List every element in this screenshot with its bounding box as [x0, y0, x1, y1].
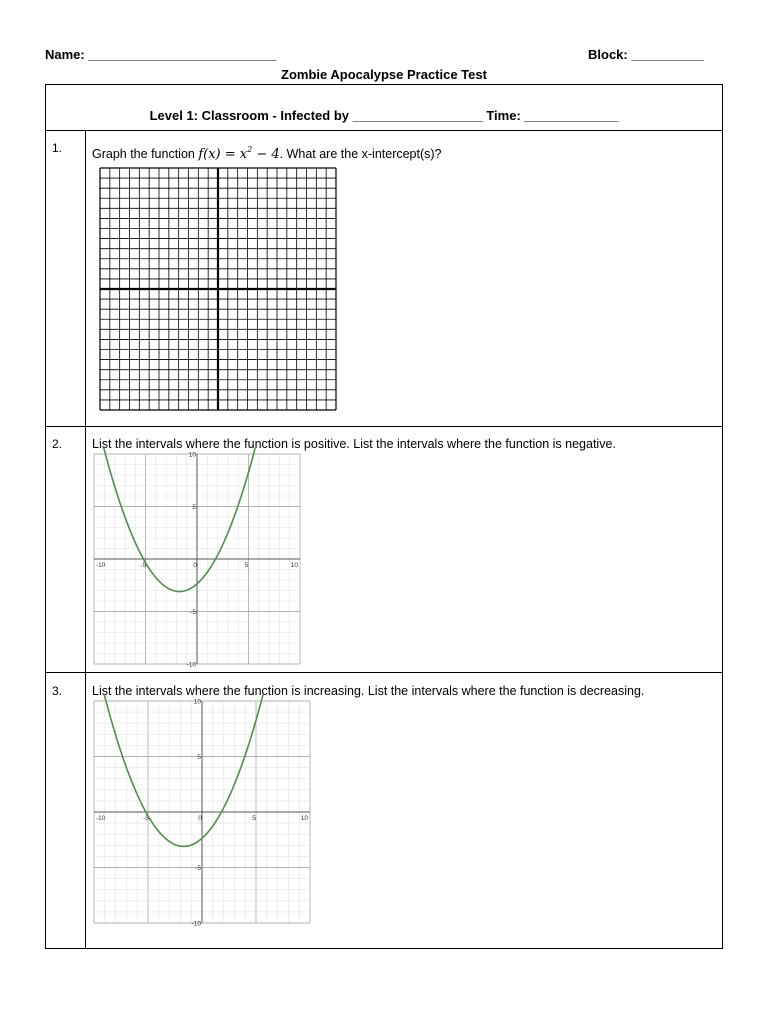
- question-2-text: List the intervals where the function is positive. List the intervals where the function is negative.: [92, 437, 616, 451]
- level-heading: Level 1: Classroom - Infected by __________________ Time: _____________: [149, 108, 619, 123]
- y-tick-label: -5: [190, 609, 196, 616]
- block-field[interactable]: Block: __________: [588, 47, 704, 62]
- page-title: Zombie Apocalypse Practice Test: [281, 67, 487, 82]
- y-tick-label: 5: [197, 754, 201, 761]
- question-3-text: List the intervals where the function is increasing. List the intervals where the function is decreasing.: [92, 684, 645, 698]
- y-tick-label: 10: [188, 451, 196, 459]
- question-1-suffix: . What are the x-intercept(s)?: [279, 147, 442, 161]
- row-divider: [46, 130, 722, 131]
- question-2-number: 2.: [52, 437, 63, 451]
- row-divider: [46, 426, 722, 427]
- x-tick-label: 5: [244, 562, 249, 569]
- blank-graph-grid[interactable]: [99, 167, 337, 411]
- y-tick-label: -10: [186, 661, 196, 669]
- y-tick-label: -5: [195, 865, 201, 872]
- x-tick-label: -10: [96, 815, 106, 822]
- column-divider: [85, 131, 86, 948]
- row-divider: [46, 672, 722, 673]
- test-table: [45, 84, 723, 949]
- parabola-graph-2: [94, 698, 310, 928]
- y-tick-label: 5: [192, 504, 196, 511]
- question-1-number: 1.: [52, 141, 63, 155]
- x-tick-label: -5: [143, 815, 149, 822]
- y-tick-label: -10: [191, 920, 201, 928]
- parabola-graph-1: [94, 451, 300, 669]
- name-field[interactable]: Name: __________________________: [45, 47, 277, 62]
- x-tick-label: -5: [140, 562, 147, 569]
- parabola-curve: [104, 695, 263, 847]
- question-3-number: 3.: [52, 684, 63, 698]
- x-tick-label: 5: [252, 815, 256, 822]
- question-1-text: [92, 145, 442, 162]
- x-tick-label: 10: [300, 815, 308, 822]
- x-tick-label: 10: [290, 562, 298, 569]
- y-tick-label: 10: [193, 698, 201, 706]
- x-tick-label: -10: [96, 562, 106, 569]
- x-tick-label: 0: [193, 562, 197, 569]
- parabola-curve: [104, 448, 255, 592]
- function-expression: $f(x) = x^2 - 4$: [198, 145, 280, 162]
- question-1-prefix: Graph the function: [92, 147, 199, 161]
- x-tick-label: 0: [198, 815, 202, 822]
